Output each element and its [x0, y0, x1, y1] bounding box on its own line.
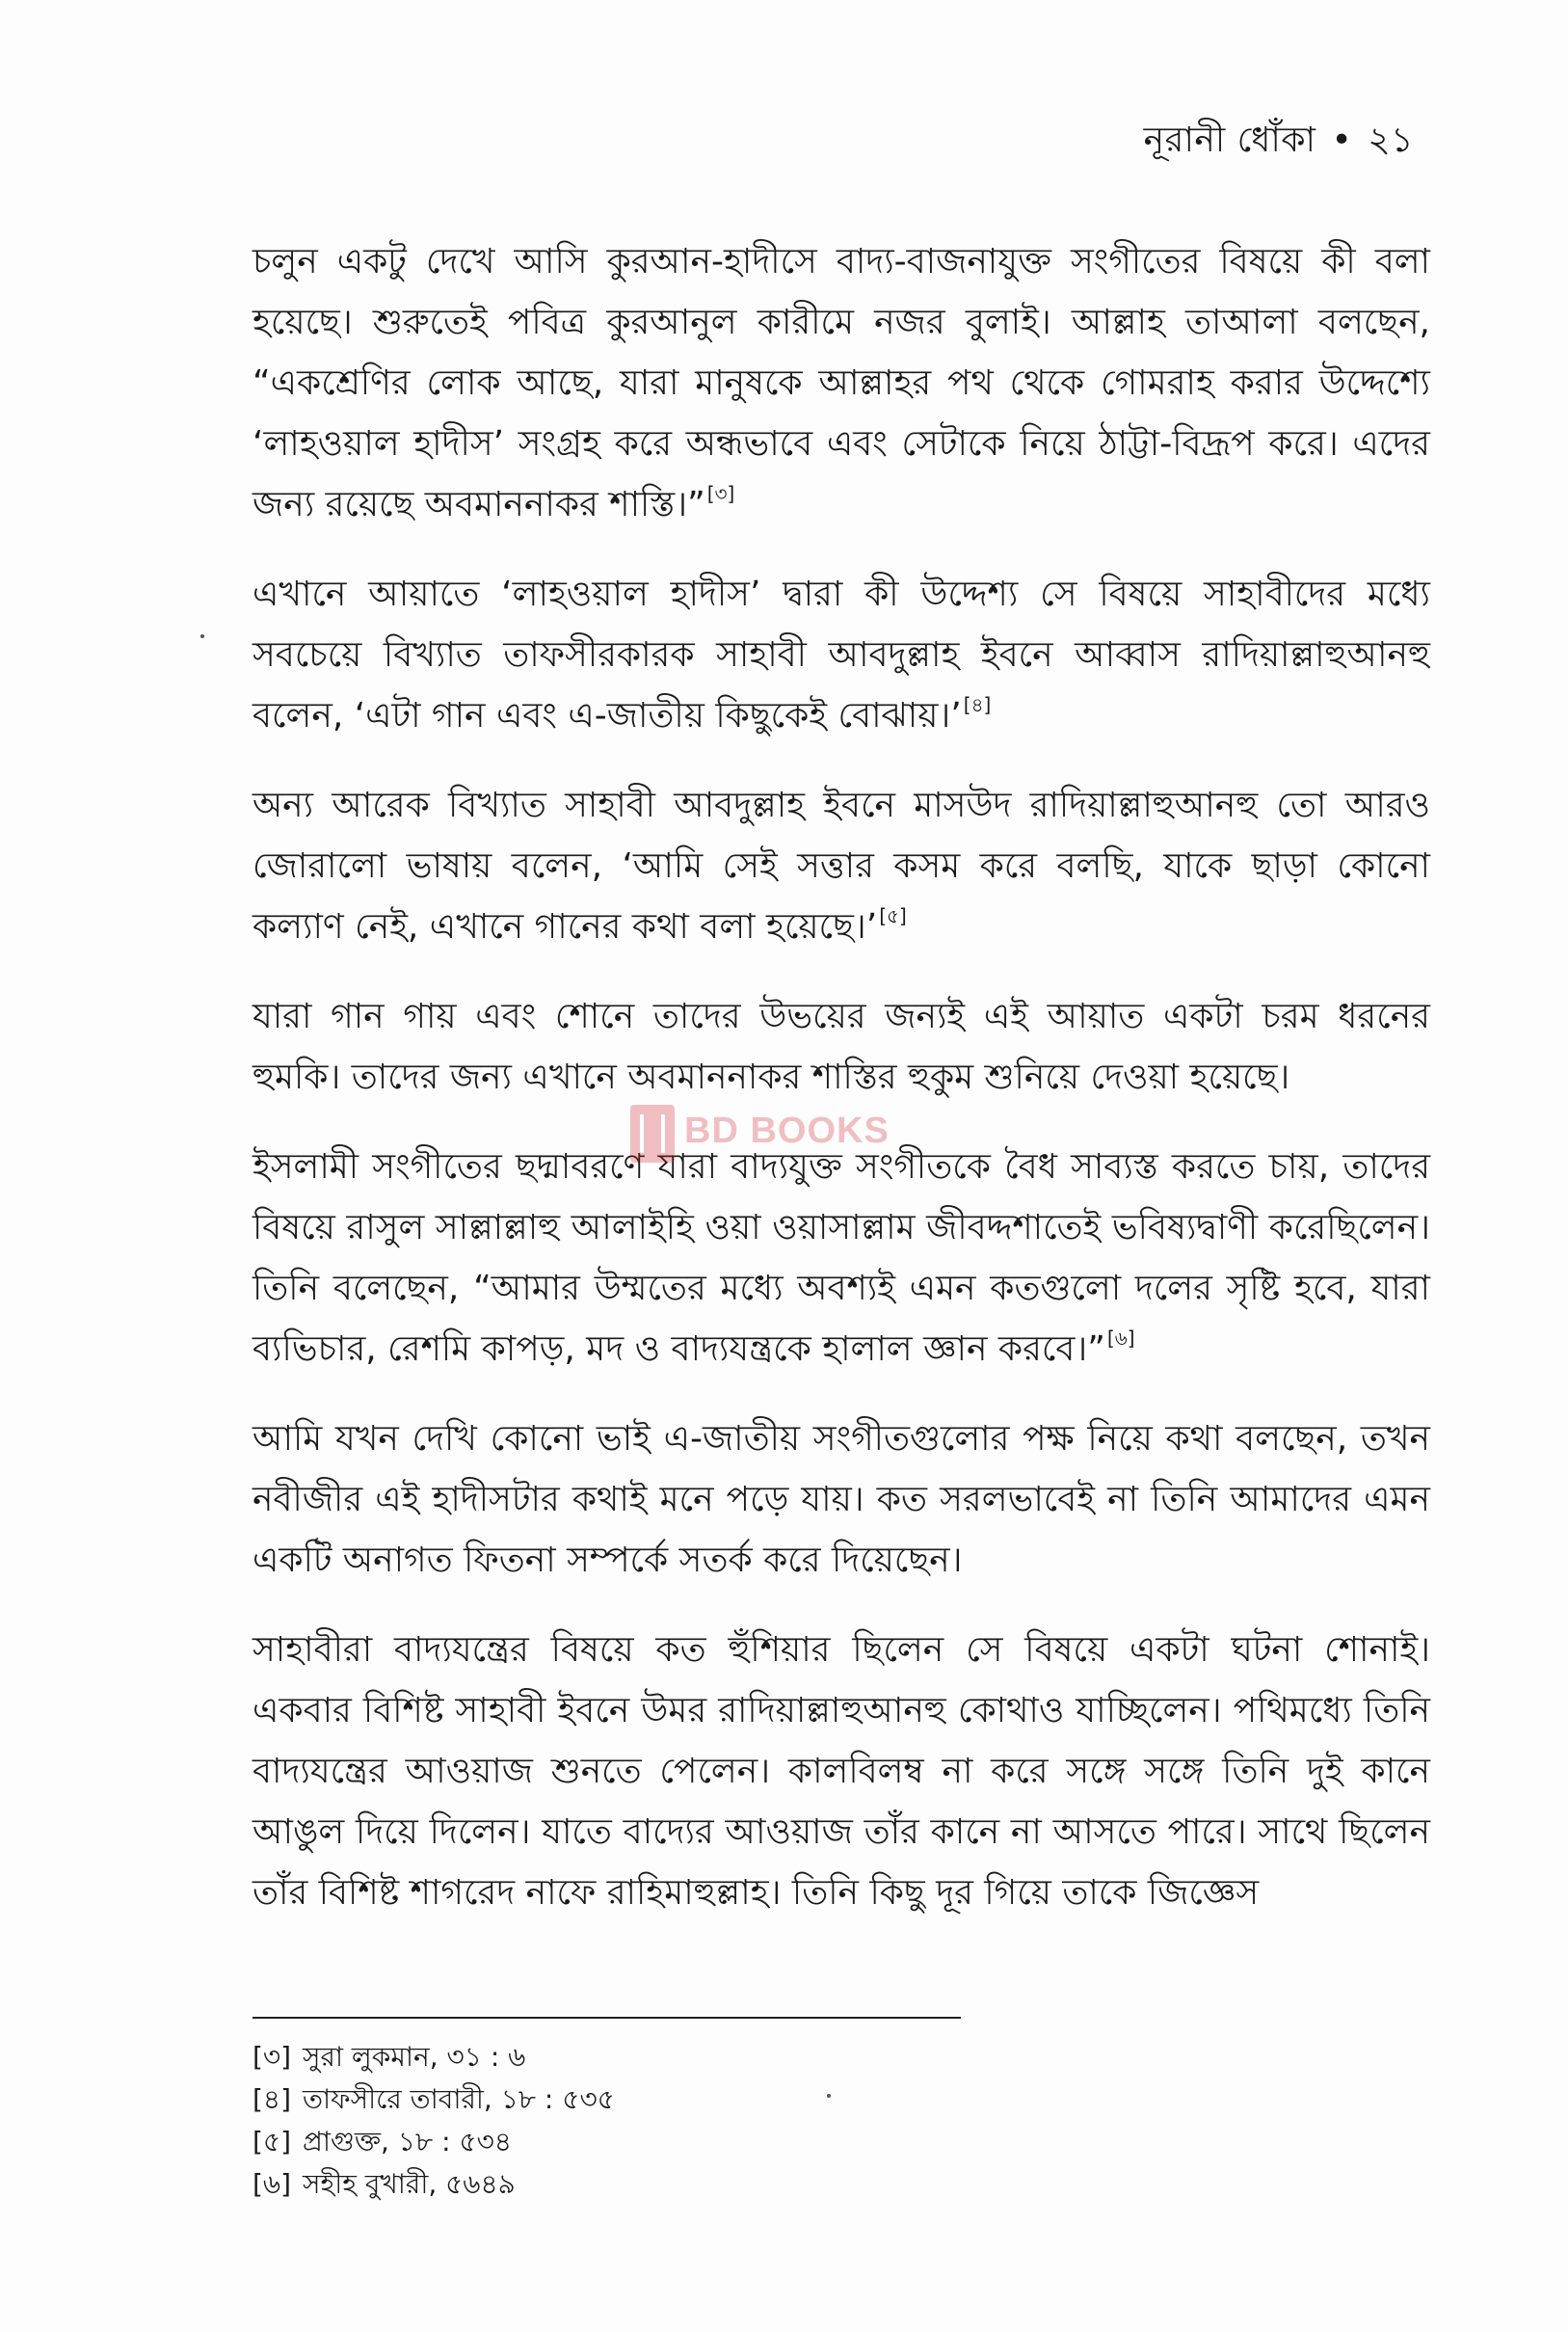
scan-speck [200, 634, 204, 638]
footnote-text: তাফসীরে তাবারী, ১৮ : ৫৩৫ [303, 2083, 615, 2115]
paragraph-text: আমি যখন দেখি কোনো ভাই এ-জাতীয় সংগীতগুলোর পক্ষ নিয়ে কথা বলছেন, তখন নবীজীর এই হাদীসটার কথাই মনে পড়ে যায়। কত সরলভাবেই না তিনি আমাদের এমন একটি অনাগত ফিতনা সম্পর্কে সতর্ক করে দিয়েছেন। [252, 1419, 1430, 1580]
footnote-number: [৪] [252, 2083, 292, 2115]
footnote-text: সুরা লুকমান, ৩১ : ৬ [303, 2041, 526, 2073]
header-separator: • [1331, 121, 1353, 160]
paragraph [252, 1137, 1430, 1380]
paragraph-text: অন্য আরেক বিখ্যাত সাহাবী আবদুল্লাহ ইবনে মাসউদ রাদিয়াল্লাহুআনহু তো আরও জোরালো ভাষায় বলেন, ‘আমি সেই সত্তার কসম করে বলছি, যাকে ছাড়া কোনো কল্যাণ নেই, এখানে গানের কথা বলা হয়েছে।’ [252, 786, 1430, 947]
footnote-item [252, 2036, 1216, 2078]
footnote-ref: [৬] [1106, 1327, 1135, 1350]
footnote-divider [252, 2017, 961, 2019]
paragraph-text: চলুন একটু দেখে আসি কুরআন-হাদীসে বাদ্য-বাজনাযুক্ত সংগীতের বিষয়ে কী বলা হয়েছে। শুরুতেই পবিত্র কুরআনুল কারীমে নজর বুলাই। আল্লাহ তাআলা বলছেন, “একশ্রেণির লোক আছে, যারা মানুষকে আল্লাহর পথ থেকে গোমরাহ করার উদ্দেশ্যে ‘লাহওয়াল হাদীস’ সংগ্রহ করে অন্ধভাবে এবং সেটাকে নিয়ে ঠাট্টা-বিদ্রূপ করে। এদের জন্য রয়েছে অবমাননাকর শাস্তি।” [252, 242, 1430, 524]
paragraph-text: ইসলামী সংগীতের ছদ্মাবরণে যারা বাদ্যযুক্ত সংগীতকে বৈধ সাব্যস্ত করতে চায়, তাদের বিষয়ে রাসুল সাল্লাল্লাহু আলাইহি ওয়া ওয়াসাল্লাম জীবদ্দশাতেই ভবিষ্যদ্বাণী করেছিলেন। তিনি বলেছেন, “আমার উম্মতের মধ্যে অবশ্যই এমন কতগুলো দলের সৃষ্টি হবে, যারা ব্যভিচার, রেশমি কাপড়, মদ ও বাদ্যযন্ত্রকে হালাল জ্ঞান করবে।” [252, 1147, 1430, 1369]
paragraph [252, 986, 1430, 1108]
paragraph-text: সাহাবীরা বাদ্যযন্ত্রের বিষয়ে কত হুঁশিয়ার ছিলেন সে বিষয়ে একটা ঘটনা শোনাই। একবার বিশিষ্ট সাহাবী ইবনে উমর রাদিয়াল্লাহুআনহু কোথাও যাচ্ছিলেন। পথিমধ্যে তিনি বাদ্যযন্ত্রের আওয়াজ শুনতে পেলেন। কালবিলম্ব না করে সঙ্গে সঙ্গে তিনি দুই কানে আঙুল দিয়ে দিলেন। যাতে বাদ্যের আওয়াজ তাঁর কানে না আসতে পারে। সাথে ছিলেন তাঁর বিশিষ্ট শাগরেদ নাফে রাহিমাহুল্লাহ। তিনি কিছু দূর গিয়ে তাকে জিজ্ঞেস [252, 1630, 1430, 1913]
footnote-ref: [৪] [963, 693, 992, 716]
footnote-ref: [৫] [879, 904, 907, 927]
watermark-text: BD BOOKS [684, 1111, 890, 1151]
paragraph [252, 1408, 1430, 1591]
running-header [1144, 114, 1414, 172]
paragraph-text: এখানে আয়াতে ‘লাহওয়াল হাদীস’ দ্বারা কী উদ্দেশ্য সে বিষয়ে সাহাবীদের মধ্যে সবচেয়ে বিখ্যাত তাফসীরকারক সাহাবী আবদুল্লাহ ইবনে আব্বাস রাদিয়াল্লাহুআনহু বলেন, ‘এটা গান এবং এ-জাতীয় কিছুকেই বোঝায়।’ [252, 575, 1430, 736]
footnote-item [252, 2163, 1216, 2206]
book-title: নূরানী ধোঁকা [1143, 121, 1316, 160]
paragraph [252, 775, 1430, 957]
footnote-text: প্রাগুক্ত, ১৮ : ৫৩৪ [303, 2126, 512, 2158]
footnote-ref: [৩] [706, 482, 735, 505]
footnote-number: [৫] [252, 2126, 292, 2158]
footnote-text: সহীহ বুখারী, ৫৬৪৯ [303, 2168, 516, 2200]
paragraph [252, 564, 1430, 746]
footnote-item [252, 2078, 1216, 2121]
footnotes [252, 2036, 1216, 2206]
footnote-number: [৩] [252, 2041, 292, 2073]
paragraph-text: যারা গান গায় এবং শোনে তাদের উভয়ের জন্যই এই আয়াত একটা চরম ধরনের হুমকি। তাদের জন্য এখানে অবমাননাকর শাস্তির হুকুম শুনিয়ে দেওয়া হয়েছে। [252, 997, 1430, 1097]
footnote-item [252, 2121, 1216, 2163]
paragraph [252, 231, 1430, 535]
paragraph [252, 1620, 1430, 1923]
page-number: ২১ [1368, 121, 1414, 160]
footnote-number: [৬] [252, 2168, 292, 2200]
body-text [252, 231, 1430, 1952]
